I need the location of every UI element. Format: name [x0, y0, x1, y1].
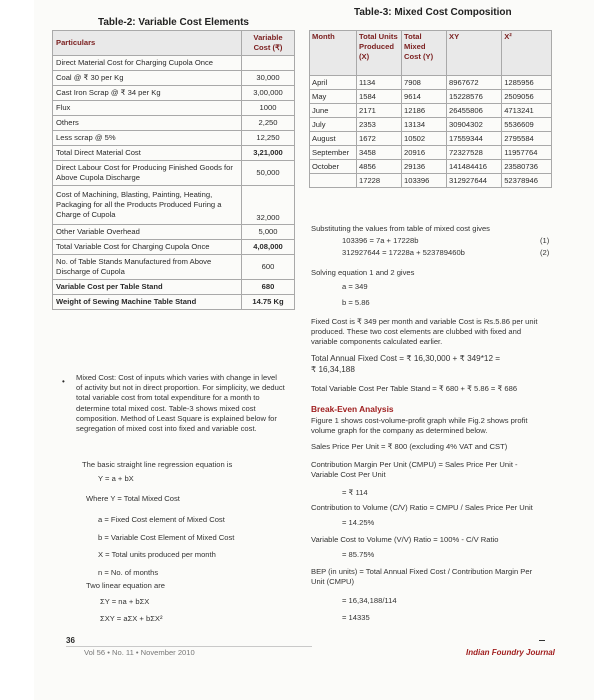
text-line: segregation of mixed cost into fixed and variable cost. — [76, 424, 257, 434]
table-row — [53, 86, 295, 101]
text-line: n = No. of months — [98, 567, 159, 577]
row-label: Others — [53, 116, 242, 131]
cell: 3458 — [357, 146, 402, 160]
fixed-cost-paragraph — [311, 317, 555, 348]
text-line: determine total mixed cost. Table-3 shows mixed cost — [76, 403, 256, 413]
cell: 312927644 — [447, 174, 502, 188]
equation-2: 312927644 = 17228a + 523789460b — [342, 248, 465, 257]
table-row — [310, 132, 552, 146]
cell: 1672 — [357, 132, 402, 146]
row-label: No. of Table Stands Manufactured from Above Discharge of Cupola — [53, 255, 242, 280]
row-value: 12,250 — [242, 131, 295, 146]
text-line: of activity but not in direct proportion. For simplicity, we deduct — [76, 383, 285, 393]
table3-col-xy: XY — [447, 31, 502, 76]
row-value — [242, 56, 295, 71]
row-value: 14.75 Kg — [242, 295, 295, 310]
substitution-text: Substituting the values from table of mixed cost gives — [311, 224, 490, 233]
annual-fixed-cost: Total Annual Fixed Cost = ₹ 16,30,000 + ₹ 349*12 = — [311, 354, 501, 363]
cell: 29136 — [402, 160, 447, 174]
row-value: 32,000 — [242, 186, 295, 225]
table-row — [53, 186, 295, 225]
cell: 30904302 — [447, 118, 502, 132]
text-line: composition. Method of Least Square is explained below for — [76, 413, 277, 423]
footer-divider — [66, 646, 312, 647]
row-label: Cost of Machining, Blasting, Painting, Heating, Packaging for all the Products Produced Furing a Charge of Cupola — [53, 186, 242, 225]
sales-price: Sales Price Per Unit = ₹ 800 (excluding 4% VAT and CST) — [311, 442, 508, 451]
row-label: Less scrap @ 5% — [53, 131, 242, 146]
row-value: 4,08,000 — [242, 240, 295, 255]
table-row — [53, 255, 295, 280]
table-row — [53, 116, 295, 131]
bullet-marker: • — [62, 377, 65, 386]
row-value: 3,00,000 — [242, 86, 295, 101]
cell: 103396 — [402, 174, 447, 188]
text-line: volume graph for the company as determined below. — [311, 426, 488, 436]
table3-col-month: Month — [310, 31, 357, 76]
row-value: 680 — [242, 280, 295, 295]
normal-equation-1: ΣY = na + bΣX — [100, 597, 150, 606]
cell: 2509056 — [502, 90, 552, 104]
cell: 15228576 — [447, 90, 502, 104]
table-row — [310, 76, 552, 90]
row-value: 600 — [242, 255, 295, 280]
cell: 2353 — [357, 118, 402, 132]
row-label: Cast Iron Scrap @ ₹ 34 per Kg — [53, 86, 242, 101]
issue-info: Vol 56 • No. 11 • November 2010 — [84, 648, 195, 657]
table-row — [310, 160, 552, 174]
cmpu-definition — [311, 460, 518, 480]
cell: 52378946 — [502, 174, 552, 188]
text-line: Mixed Cost: Cost of inputs which varies with change in level — [76, 373, 277, 382]
regression-equation: Y = a + bX — [98, 474, 134, 483]
variable-definitions — [98, 511, 234, 581]
row-value: 5,000 — [242, 225, 295, 240]
total-variable-cost: Total Variable Cost Per Table Stand = ₹ 680 + ₹ 5.86 = ₹ 686 — [311, 384, 518, 393]
table2-col-cost: Variable Cost (₹) — [242, 31, 295, 56]
footer-mark — [539, 640, 545, 641]
equation-1-number: (1) — [540, 236, 550, 245]
row-value: 50,000 — [242, 161, 295, 186]
mixed-cost-table — [309, 30, 552, 188]
text-line: a = Fixed Cost element of Mixed Cost — [98, 515, 225, 524]
cell: 7908 — [402, 76, 447, 90]
text-line: Contribution Margin Per Unit (CMPU) = Sales Price Per Unit - — [311, 460, 518, 469]
cell: 11957764 — [502, 146, 552, 160]
table-row — [310, 118, 552, 132]
table-row — [53, 146, 295, 161]
equation-2-number: (2) — [540, 248, 550, 257]
cell: 141484416 — [447, 160, 502, 174]
break-even-heading: Break-Even Analysis — [311, 404, 394, 414]
cell: 17559344 — [447, 132, 502, 146]
table2-header-row — [53, 31, 295, 56]
cell: 4713241 — [502, 104, 552, 118]
bep-value: = 14335 — [342, 613, 370, 622]
table-row — [310, 104, 552, 118]
two-equations-label: Two linear equation are — [86, 581, 165, 590]
cell: 17228 — [357, 174, 402, 188]
cell: 1584 — [357, 90, 402, 104]
table2-col-particulars: Particulars — [53, 31, 242, 56]
cell: 5536609 — [502, 118, 552, 132]
text-line: Figure 1 shows cost-volume-profit graph while Fig.2 shows profit — [311, 416, 528, 425]
cell: 12186 — [402, 104, 447, 118]
cell: 26455806 — [447, 104, 502, 118]
b-value: b = 5.86 — [342, 298, 370, 307]
table3-title: Table-3: Mixed Cost Composition — [354, 7, 512, 18]
table-row — [53, 71, 295, 86]
break-even-paragraph — [311, 416, 555, 436]
table-row — [53, 101, 295, 116]
table3-col-units: Total Units Produced (X) — [357, 31, 402, 76]
vv-ratio-definition: Variable Cost to Volume (V/V) Ratio = 100% - C/V Ratio — [311, 535, 499, 544]
text-line: Variable Cost Per Unit — [311, 470, 386, 480]
text-line: BEP (in units) = Total Annual Fixed Cost / Contribution Margin Per — [311, 567, 533, 576]
vv-ratio-value: = 85.75% — [342, 550, 375, 559]
table2-title: Table-2: Variable Cost Elements — [98, 17, 249, 28]
cell: September — [310, 146, 357, 160]
text-line: variable components calculated earlier. — [311, 337, 443, 347]
row-label: Coal @ ₹ 30 per Kg — [53, 71, 242, 86]
row-label: Weight of Sewing Machine Table Stand — [53, 295, 242, 310]
text-line: b = Variable Cost Element of Mixed Cost — [98, 532, 235, 542]
cell: 1285956 — [502, 76, 552, 90]
table-row — [53, 240, 295, 255]
table-row — [53, 280, 295, 295]
a-value: a = 349 — [342, 282, 368, 291]
cell: May — [310, 90, 357, 104]
solving-text: Solving equation 1 and 2 gives — [311, 268, 415, 277]
table3-col-mixed-cost: Total Mixed Cost (Y) — [402, 31, 447, 76]
row-label: Total Variable Cost for Charging Cupola Once — [53, 240, 242, 255]
row-label: Variable Cost per Table Stand — [53, 280, 242, 295]
table-row — [53, 131, 295, 146]
table3-header-row — [310, 31, 552, 76]
cell: 8967672 — [447, 76, 502, 90]
cmpu-value: = ₹ 114 — [342, 488, 368, 497]
cell: 4856 — [357, 160, 402, 174]
cell: July — [310, 118, 357, 132]
cell: 2171 — [357, 104, 402, 118]
table-row — [53, 225, 295, 240]
table-row — [53, 295, 295, 310]
row-label: Total Direct Material Cost — [53, 146, 242, 161]
cell: 20916 — [402, 146, 447, 160]
equation-1: 103396 = 7a + 17228b — [342, 236, 419, 245]
table-row — [310, 146, 552, 160]
text-line: Fixed Cost is ₹ 349 per month and variable Cost is Rs.5.86 per unit — [311, 317, 538, 326]
cell: June — [310, 104, 357, 118]
cell: April — [310, 76, 357, 90]
bep-calculation: = 16,34,188/114 — [342, 596, 397, 605]
table-row — [53, 56, 295, 71]
where-clause: Where Y = Total Mixed Cost — [86, 494, 180, 503]
normal-equation-2: ΣXY = aΣX + bΣX² — [100, 614, 163, 623]
cell: 1134 — [357, 76, 402, 90]
cell — [310, 174, 357, 188]
cell: 9614 — [402, 90, 447, 104]
page-number: 36 — [66, 636, 75, 645]
table-total-row — [310, 174, 552, 188]
text-line: Unit (CMPU) — [311, 577, 355, 587]
cell: 72327528 — [447, 146, 502, 160]
text-line: X = Total units produced per month — [98, 550, 216, 559]
table-row — [310, 90, 552, 104]
bep-definition — [311, 567, 532, 587]
text-line: produced. These two cost elements are clubbed with fixed and — [311, 327, 522, 337]
cell: 10502 — [402, 132, 447, 146]
row-label: Direct Labour Cost for Producing Finished Goods for Above Cupola Discharge — [53, 161, 242, 186]
text-line: total variable cost from total expenditure for a month to — [76, 393, 260, 403]
row-value: 3,21,000 — [242, 146, 295, 161]
cell: 13134 — [402, 118, 447, 132]
journal-name: Indian Foundry Journal — [466, 648, 555, 657]
annual-fixed-cost-value: ₹ 16,34,188 — [311, 365, 355, 374]
regression-intro: The basic straight line regression equation is — [82, 460, 233, 469]
row-label: Other Variable Overhead — [53, 225, 242, 240]
row-label: Flux — [53, 101, 242, 116]
row-label: Direct Material Cost for Charging Cupola Once — [53, 56, 242, 71]
cell: 23580736 — [502, 160, 552, 174]
mixed-cost-paragraph — [76, 373, 302, 434]
row-value: 1000 — [242, 101, 295, 116]
variable-cost-table — [52, 30, 295, 310]
cv-ratio-definition: Contribution to Volume (C/V) Ratio = CMPU / Sales Price Per Unit — [311, 503, 533, 512]
row-value: 2,250 — [242, 116, 295, 131]
cell: August — [310, 132, 357, 146]
row-value: 30,000 — [242, 71, 295, 86]
cv-ratio-value: = 14.25% — [342, 518, 375, 527]
table3-col-x2: X² — [502, 31, 552, 76]
cell: October — [310, 160, 357, 174]
table-row — [53, 161, 295, 186]
cell: 2795584 — [502, 132, 552, 146]
